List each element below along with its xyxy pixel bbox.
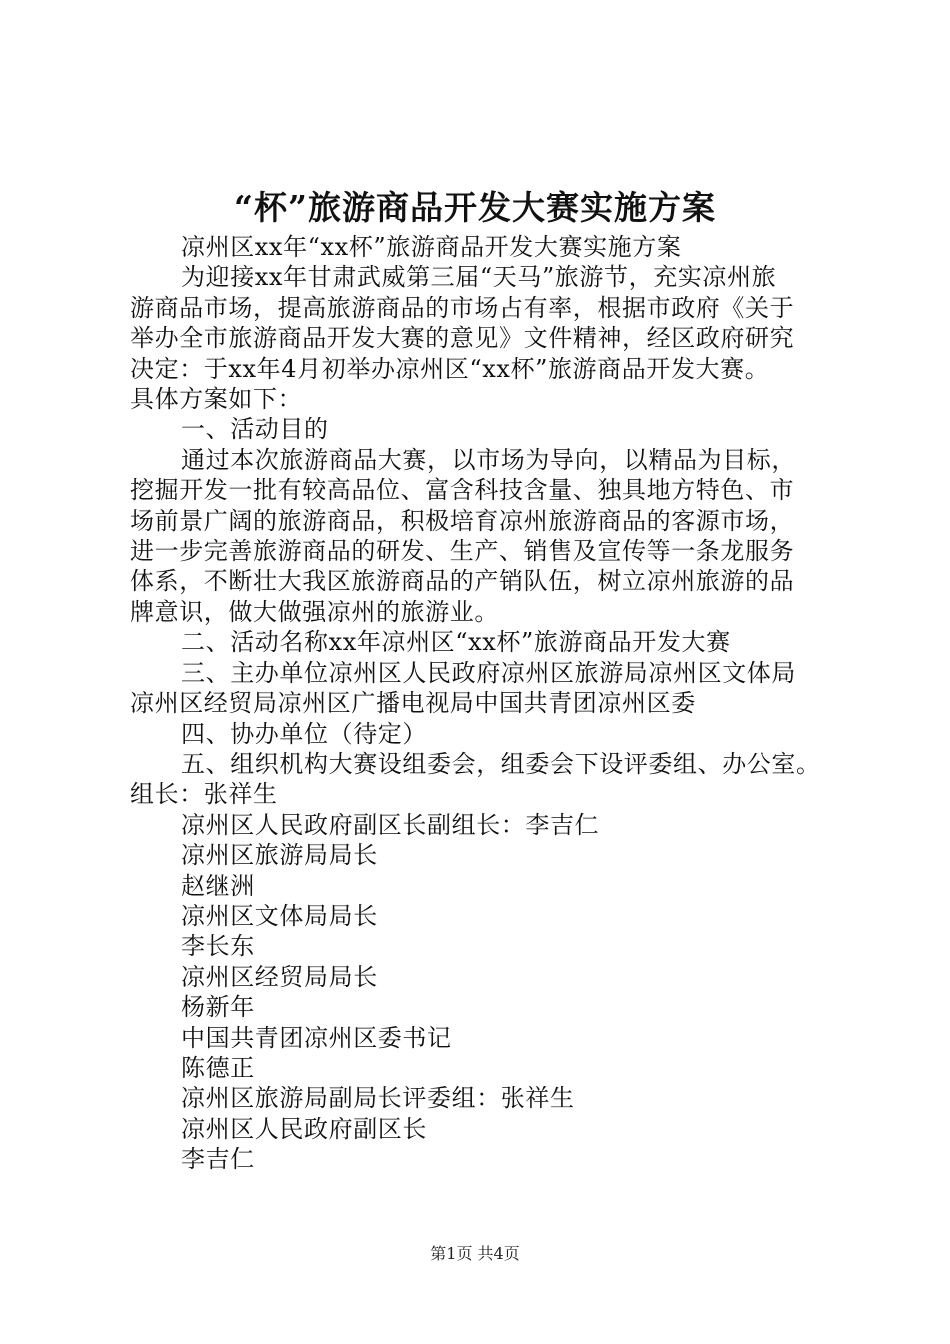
paragraph-line: 挖掘开发一批有较高品位、富含科技含量、独具地方特色、市 (130, 476, 795, 505)
list-line: 凉州区经贸局局长 (181, 962, 378, 991)
paragraph-line: 牌意识，做大做强凉州的旅游业。 (130, 597, 499, 626)
paragraph-line: 进一步完善旅游商品的研发、生产、销售及宣传等一条龙服务 (130, 537, 795, 566)
paragraph-line: 场前景广阔的旅游商品，积极培育凉州旅游商品的客源市场， (130, 506, 795, 535)
list-line: 凉州区文体局局长 (181, 901, 378, 930)
section-heading: 三、主办单位凉州区人民政府凉州区旅游局凉州区文体局 (181, 658, 796, 687)
paragraph-line: 举办全市旅游商品开发大赛的意见》文件精神，经区政府研究 (130, 324, 795, 353)
paragraph-line: 具体方案如下： (130, 385, 303, 414)
list-line: 凉州区旅游局局长 (181, 841, 378, 870)
list-line: 李长东 (181, 932, 255, 961)
section-heading: 二、活动名称xx年凉州区“xx杯”旅游商品开发大赛 (181, 628, 731, 657)
section-heading: 五、组织机构大赛设组委会，组委会下设评委组、办公室。 (181, 749, 821, 778)
section-heading: 四、协办单位（待定） (181, 719, 427, 748)
section-heading: 一、活动目的 (181, 415, 329, 444)
paragraph-line: 凉州区经贸局凉州区广播电视局中国共青团凉州区委 (130, 689, 696, 718)
list-line: 赵继洲 (181, 871, 255, 900)
list-line: 陈德正 (181, 1053, 255, 1082)
paragraph-line: 组长：张祥生 (130, 780, 278, 809)
page-number: 第1页 共4页 (430, 1244, 520, 1263)
list-line: 中国共青团凉州区委书记 (181, 1023, 452, 1052)
list-line: 李吉仁 (181, 1145, 255, 1174)
list-line: 凉州区人民政府副区长副组长：李吉仁 (181, 810, 600, 839)
list-line: 凉州区人民政府副区长 (181, 1114, 427, 1143)
list-line: 凉州区旅游局副局长评委组：张祥生 (181, 1084, 575, 1113)
paragraph-line: 为迎接xx年甘肃武威第三届“天马”旅游节，充实凉州旅 (181, 263, 777, 292)
document-title: “杯”旅游商品开发大赛实施方案 (234, 188, 716, 227)
paragraph-line: 通过本次旅游商品大赛，以市场为导向，以精品为目标， (181, 445, 796, 474)
document-body (130, 232, 850, 1175)
list-line: 杨新年 (181, 993, 255, 1022)
paragraph-line: 体系，不断壮大我区旅游商品的产销队伍，树立凉州旅游的品 (130, 567, 795, 596)
paragraph-line: 决定：于xx年4月初举办凉州区“xx杯”旅游商品开发大赛。 (130, 354, 770, 383)
paragraph-line: 游商品市场，提高旅游商品的市场占有率，根据市政府《关于 (130, 293, 795, 322)
subtitle-line: 凉州区xx年“xx杯”旅游商品开发大赛实施方案 (181, 233, 682, 261)
